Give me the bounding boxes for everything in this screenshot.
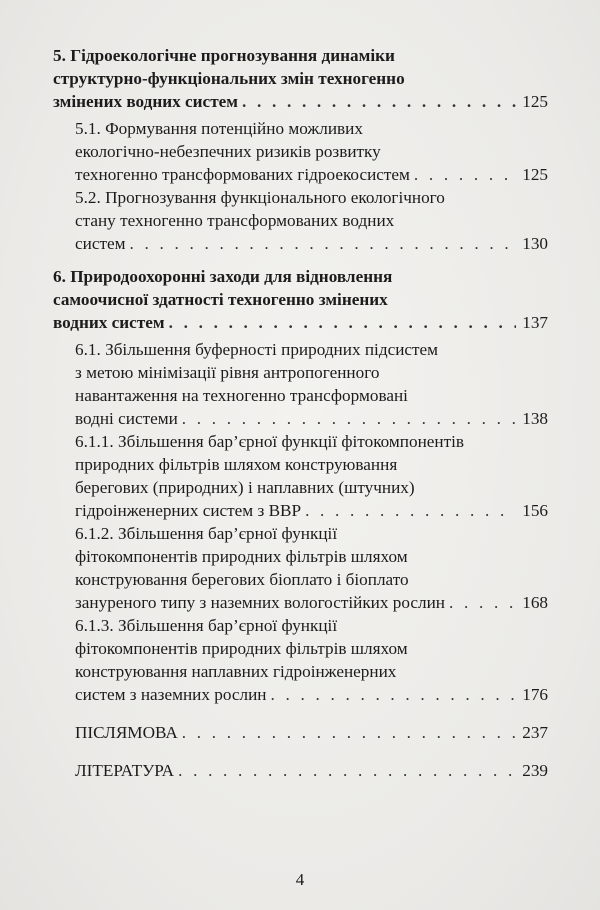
toc-line: берегових (природних) і наплавних (штучних) bbox=[75, 478, 415, 497]
toc-entry-chapter-6 bbox=[53, 265, 548, 334]
dot-leader bbox=[270, 683, 516, 706]
toc-last-line bbox=[53, 90, 548, 113]
toc-line: 6.1.3. Збільшення бар’єрної функції bbox=[75, 616, 338, 635]
toc-line: 6.1.1. Збільшення бар’єрної функції фітокомпонентів bbox=[75, 432, 465, 451]
toc-line: 5.2. Прогнозування функціонального екологічного bbox=[75, 188, 445, 207]
toc-last-line bbox=[75, 759, 548, 782]
toc-line: гідроінженерних систем з ВВР bbox=[75, 501, 302, 520]
toc-line: фітокомпонентів природних фільтрів шляхом bbox=[75, 639, 408, 658]
toc-entry-6-1-1 bbox=[75, 430, 548, 522]
page-number: 239 bbox=[522, 761, 548, 780]
toc-line: природних фільтрів шляхом конструювання bbox=[75, 455, 398, 474]
toc-entry-chapter-5 bbox=[53, 44, 548, 113]
page-number: 130 bbox=[522, 234, 548, 253]
toc-line: конструювання наплавних гідроінженерних bbox=[75, 662, 397, 681]
toc-entry-literature bbox=[75, 759, 548, 782]
toc-line: самоочисної здатності техногенно змінених bbox=[53, 290, 388, 309]
page-footer-number: 4 bbox=[295, 870, 305, 889]
dot-leader bbox=[178, 759, 516, 782]
dot-leader bbox=[129, 232, 516, 255]
dot-leader bbox=[414, 163, 516, 186]
dot-leader bbox=[182, 721, 516, 744]
page-number: 168 bbox=[522, 593, 548, 612]
toc-line: 5.1. Формування потенційно можливих bbox=[75, 119, 363, 138]
page-number: 138 bbox=[522, 409, 548, 428]
toc-line: систем з наземних рослин bbox=[75, 685, 267, 704]
page-number: 176 bbox=[522, 685, 548, 704]
toc-line: ЛІТЕРАТУРА bbox=[75, 761, 175, 780]
page-number: 237 bbox=[522, 723, 548, 742]
dot-leader bbox=[182, 407, 516, 430]
toc-entry-6-1-2 bbox=[75, 522, 548, 614]
toc-line: стану техногенно трансформованих водних bbox=[75, 211, 395, 230]
toc-line: екологічно-небезпечних ризиків розвитку bbox=[75, 142, 381, 161]
toc-line: 6. Природоохоронні заходи для відновлення bbox=[53, 267, 393, 286]
toc-last-line bbox=[75, 721, 548, 744]
toc-line: водні системи bbox=[75, 409, 178, 428]
page-number: 156 bbox=[522, 501, 548, 520]
toc-line: з метою мінімізації рівня антропогенного bbox=[75, 363, 380, 382]
toc-last-line bbox=[75, 499, 548, 522]
toc-last-line bbox=[75, 591, 548, 614]
toc-line: 6.1.2. Збільшення бар’єрної функції bbox=[75, 524, 338, 543]
toc-line: змінених водних систем bbox=[53, 92, 238, 111]
dot-leader bbox=[242, 90, 516, 113]
toc-last-line bbox=[53, 311, 548, 334]
toc-last-line bbox=[75, 232, 548, 255]
toc-line: структурно-функціональних змін техногенно bbox=[53, 69, 405, 88]
dot-leader bbox=[449, 591, 516, 614]
toc-last-line bbox=[75, 683, 548, 706]
toc-entry-6-1 bbox=[75, 338, 548, 430]
toc-line: 5. Гідроекологічне прогнозування динаміки bbox=[53, 46, 395, 65]
toc-line: зануреного типу з наземних вологостійких рослин bbox=[75, 593, 445, 612]
toc-entry-afterword bbox=[75, 721, 548, 744]
toc-last-line bbox=[75, 163, 548, 186]
toc-entry-6-1-3 bbox=[75, 614, 548, 706]
toc-entry-5-2 bbox=[75, 186, 548, 255]
toc-line: навантаження на техногенно трансформовані bbox=[75, 386, 408, 405]
toc-line: 6.1. Збільшення буферності природних підсистем bbox=[75, 340, 439, 359]
page-number: 125 bbox=[522, 165, 548, 184]
page-number: 125 bbox=[522, 92, 548, 111]
toc-line: водних систем bbox=[53, 313, 165, 332]
toc-line: конструювання берегових біоплато і біоплато bbox=[75, 570, 409, 589]
toc-line: фітокомпонентів природних фільтрів шляхом bbox=[75, 547, 408, 566]
toc-entry-5-1 bbox=[75, 117, 548, 186]
dot-leader bbox=[305, 499, 516, 522]
toc-line: техногенно трансформованих гідроекосистем bbox=[75, 165, 410, 184]
page-number: 137 bbox=[522, 313, 548, 332]
toc-last-line bbox=[75, 407, 548, 430]
toc-line: систем bbox=[75, 234, 126, 253]
toc-line: ПІСЛЯМОВА bbox=[75, 723, 178, 742]
table-of-contents bbox=[53, 44, 548, 782]
dot-leader bbox=[169, 311, 517, 334]
